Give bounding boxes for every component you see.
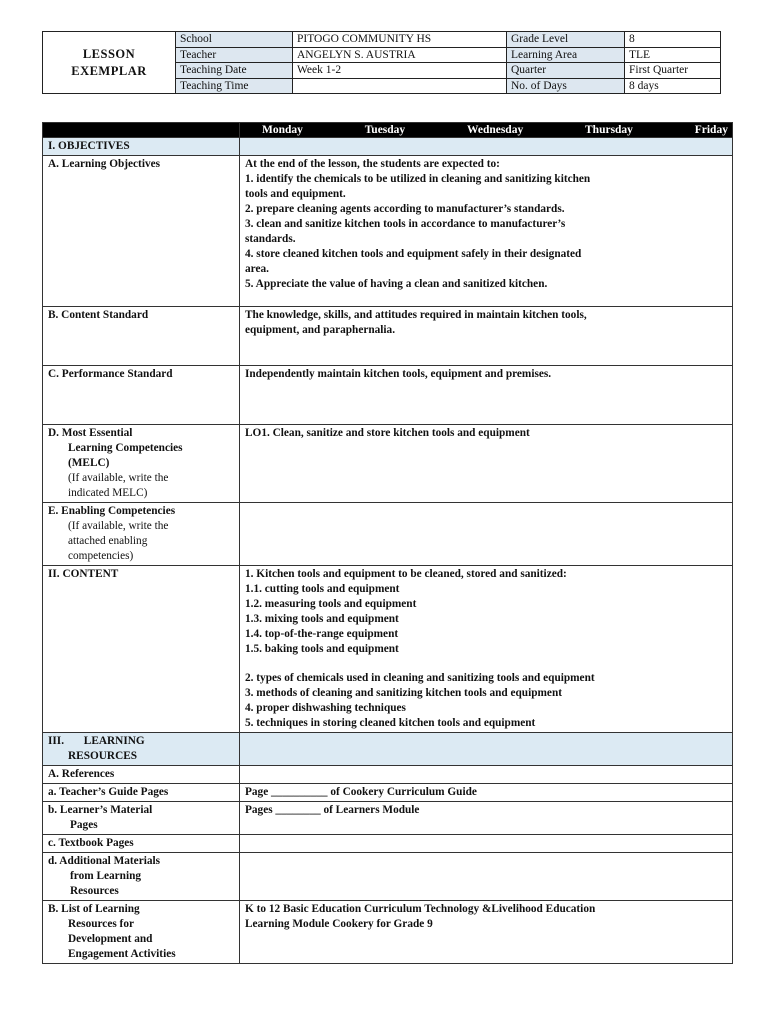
objective-line: 1. identify the chemicals to be utilized in cleaning and sanitizing kitchen [245, 173, 591, 185]
no-of-days-value: 8 days [625, 78, 721, 94]
enabling-label-line: E. Enabling Competencies [48, 505, 176, 517]
content-label: II. CONTENT [43, 566, 240, 733]
header-row [43, 32, 721, 48]
melc-label [43, 425, 240, 503]
objective-line: 4. store cleaned kitchen tools and equipment safely in their designated [245, 248, 582, 260]
quarter-label: Quarter [507, 63, 625, 79]
objective-line: At the end of the lesson, the students are expected to: [245, 158, 500, 170]
additional-materials-label-line: Resources [70, 885, 119, 897]
objective-line: 2. prepare cleaning agents according to manufacturer’s standards. [245, 203, 565, 215]
melc-note-line: indicated MELC) [68, 487, 148, 499]
references-row [43, 766, 733, 784]
references-label: A. References [43, 766, 240, 784]
objectives-section-row [43, 138, 733, 156]
content-line: 1.4. top-of-the-range equipment [245, 628, 399, 640]
learning-resources-heading-blank [240, 733, 733, 766]
no-of-days-label: No. of Days [507, 78, 625, 94]
content-line: 1.5. baking tools and equipment [245, 643, 399, 655]
textbook-pages-row [43, 835, 733, 853]
teachers-guide-label: a. Teacher’s Guide Pages [43, 784, 240, 802]
content-line: 5. techniques in storing cleaned kitchen tools and equipment [245, 717, 536, 729]
days-header-blank [43, 123, 240, 138]
resources-heading-line: III. LEARNING [48, 735, 145, 747]
textbook-pages-content [240, 835, 733, 853]
learning-resources-section-row [43, 733, 733, 766]
teachers-guide-row [43, 784, 733, 802]
objective-line: 5. Appreciate the value of having a clean and sanitized kitchen. [245, 278, 548, 290]
learners-material-label-line: b. Learner’s Material [48, 804, 153, 816]
content-line: 3. methods of cleaning and sanitizing kitchen tools and equipment [245, 687, 562, 699]
content-standard-content [240, 307, 733, 366]
learning-area-label: Learning Area [507, 47, 625, 63]
content-standard-line: The knowledge, skills, and attitudes required in maintain kitchen tools, [245, 309, 587, 321]
content-standard-label: B. Content Standard [43, 307, 240, 366]
objective-line: area. [245, 263, 269, 275]
day-friday: Friday [694, 124, 728, 136]
lesson-exemplar-title [43, 32, 176, 94]
performance-standard-row [43, 366, 733, 425]
enabling-competencies-content [240, 503, 733, 566]
day-monday: Monday [262, 124, 303, 136]
quarter-value: First Quarter [625, 63, 721, 79]
list-of-resources-row [43, 901, 733, 964]
learners-material-label [43, 802, 240, 835]
enabling-note-line: attached enabling [68, 535, 148, 547]
grade-level-value: 8 [625, 32, 721, 48]
teaching-date-value: Week 1-2 [293, 63, 507, 79]
objective-line: 3. clean and sanitize kitchen tools in accordance to manufacturer’s [245, 218, 566, 230]
learners-material-label-line: Pages [70, 819, 98, 831]
day-thursday: Thursday [585, 124, 633, 136]
day-tuesday: Tuesday [364, 124, 406, 136]
additional-materials-label-line: from Learning [70, 870, 142, 882]
additional-materials-label-line: d. Additional Materials [48, 855, 161, 867]
melc-label-line: D. Most Essential [48, 427, 133, 439]
learning-resources-heading [43, 733, 240, 766]
list-label-line: Development and [68, 933, 153, 945]
enabling-note-line: competencies) [68, 550, 134, 562]
teachers-guide-content: Page __________ of Cookery Curriculum Guide [240, 784, 733, 802]
learning-objectives-label: A. Learning Objectives [43, 156, 240, 307]
objectives-heading-blank [240, 138, 733, 156]
resources-heading-line: RESOURCES [68, 750, 138, 762]
teaching-date-label: Teaching Date [176, 63, 293, 79]
learning-objectives-content [240, 156, 733, 307]
performance-standard-content: Independently maintain kitchen tools, equipment and premises. [240, 366, 733, 425]
list-of-resources-content [240, 901, 733, 964]
lesson-plan-table [42, 122, 733, 964]
teaching-time-label: Teaching Time [176, 78, 293, 94]
content-list [240, 566, 733, 733]
day-wednesday: Wednesday [466, 124, 524, 136]
list-content-line: Learning Module Cookery for Grade 9 [245, 918, 433, 930]
content-line: 1.3. mixing tools and equipment [245, 613, 399, 625]
learning-objectives-row [43, 156, 733, 307]
header-info-table [42, 31, 721, 94]
enabling-competencies-row [43, 503, 733, 566]
content-line: 2. types of chemicals used in cleaning and sanitizing tools and equipment [245, 672, 595, 684]
content-line: 4. proper dishwashing techniques [245, 702, 406, 714]
textbook-pages-label: c. Textbook Pages [43, 835, 240, 853]
learners-material-content: Pages ________ of Learners Module [240, 802, 733, 835]
objectives-heading: I. OBJECTIVES [43, 138, 240, 156]
learning-area-value: TLE [625, 47, 721, 63]
references-blank [240, 766, 733, 784]
content-standard-line: equipment, and paraphernalia. [245, 324, 396, 336]
learners-material-row [43, 802, 733, 835]
days-header [240, 123, 733, 138]
teacher-label: Teacher [176, 47, 293, 63]
school-value: PITOGO COMMUNITY HS [293, 32, 507, 48]
content-line: 1.2. measuring tools and equipment [245, 598, 417, 610]
additional-materials-content [240, 853, 733, 901]
additional-materials-label [43, 853, 240, 901]
melc-label-line: (MELC) [68, 457, 110, 469]
content-line: 1.1. cutting tools and equipment [245, 583, 400, 595]
content-line: 1. Kitchen tools and equipment to be cleaned, stored and sanitized: [245, 568, 567, 580]
title-line: EXEMPLAR [71, 63, 147, 78]
list-of-resources-label [43, 901, 240, 964]
list-label-line: B. List of Learning [48, 903, 140, 915]
content-row [43, 566, 733, 733]
melc-content: LO1. Clean, sanitize and store kitchen tools and equipment [240, 425, 733, 503]
melc-note-line: (If available, write the [68, 472, 169, 484]
performance-standard-label: C. Performance Standard [43, 366, 240, 425]
objective-line: standards. [245, 233, 296, 245]
days-header-row [43, 123, 733, 138]
teacher-value: ANGELYN S. AUSTRIA [293, 47, 507, 63]
content-standard-row [43, 307, 733, 366]
enabling-competencies-label [43, 503, 240, 566]
grade-level-label: Grade Level [507, 32, 625, 48]
title-line: LESSON [82, 46, 136, 61]
objective-line: tools and equipment. [245, 188, 346, 200]
enabling-note-line: (If available, write the [68, 520, 169, 532]
melc-label-line: Learning Competencies [68, 442, 183, 454]
list-label-line: Engagement Activities [68, 948, 176, 960]
teaching-time-value [293, 78, 507, 94]
list-label-line: Resources for [68, 918, 134, 930]
school-label: School [176, 32, 293, 48]
list-content-line: K to 12 Basic Education Curriculum Technology &Livelihood Education [245, 903, 596, 915]
additional-materials-row [43, 853, 733, 901]
melc-row [43, 425, 733, 503]
